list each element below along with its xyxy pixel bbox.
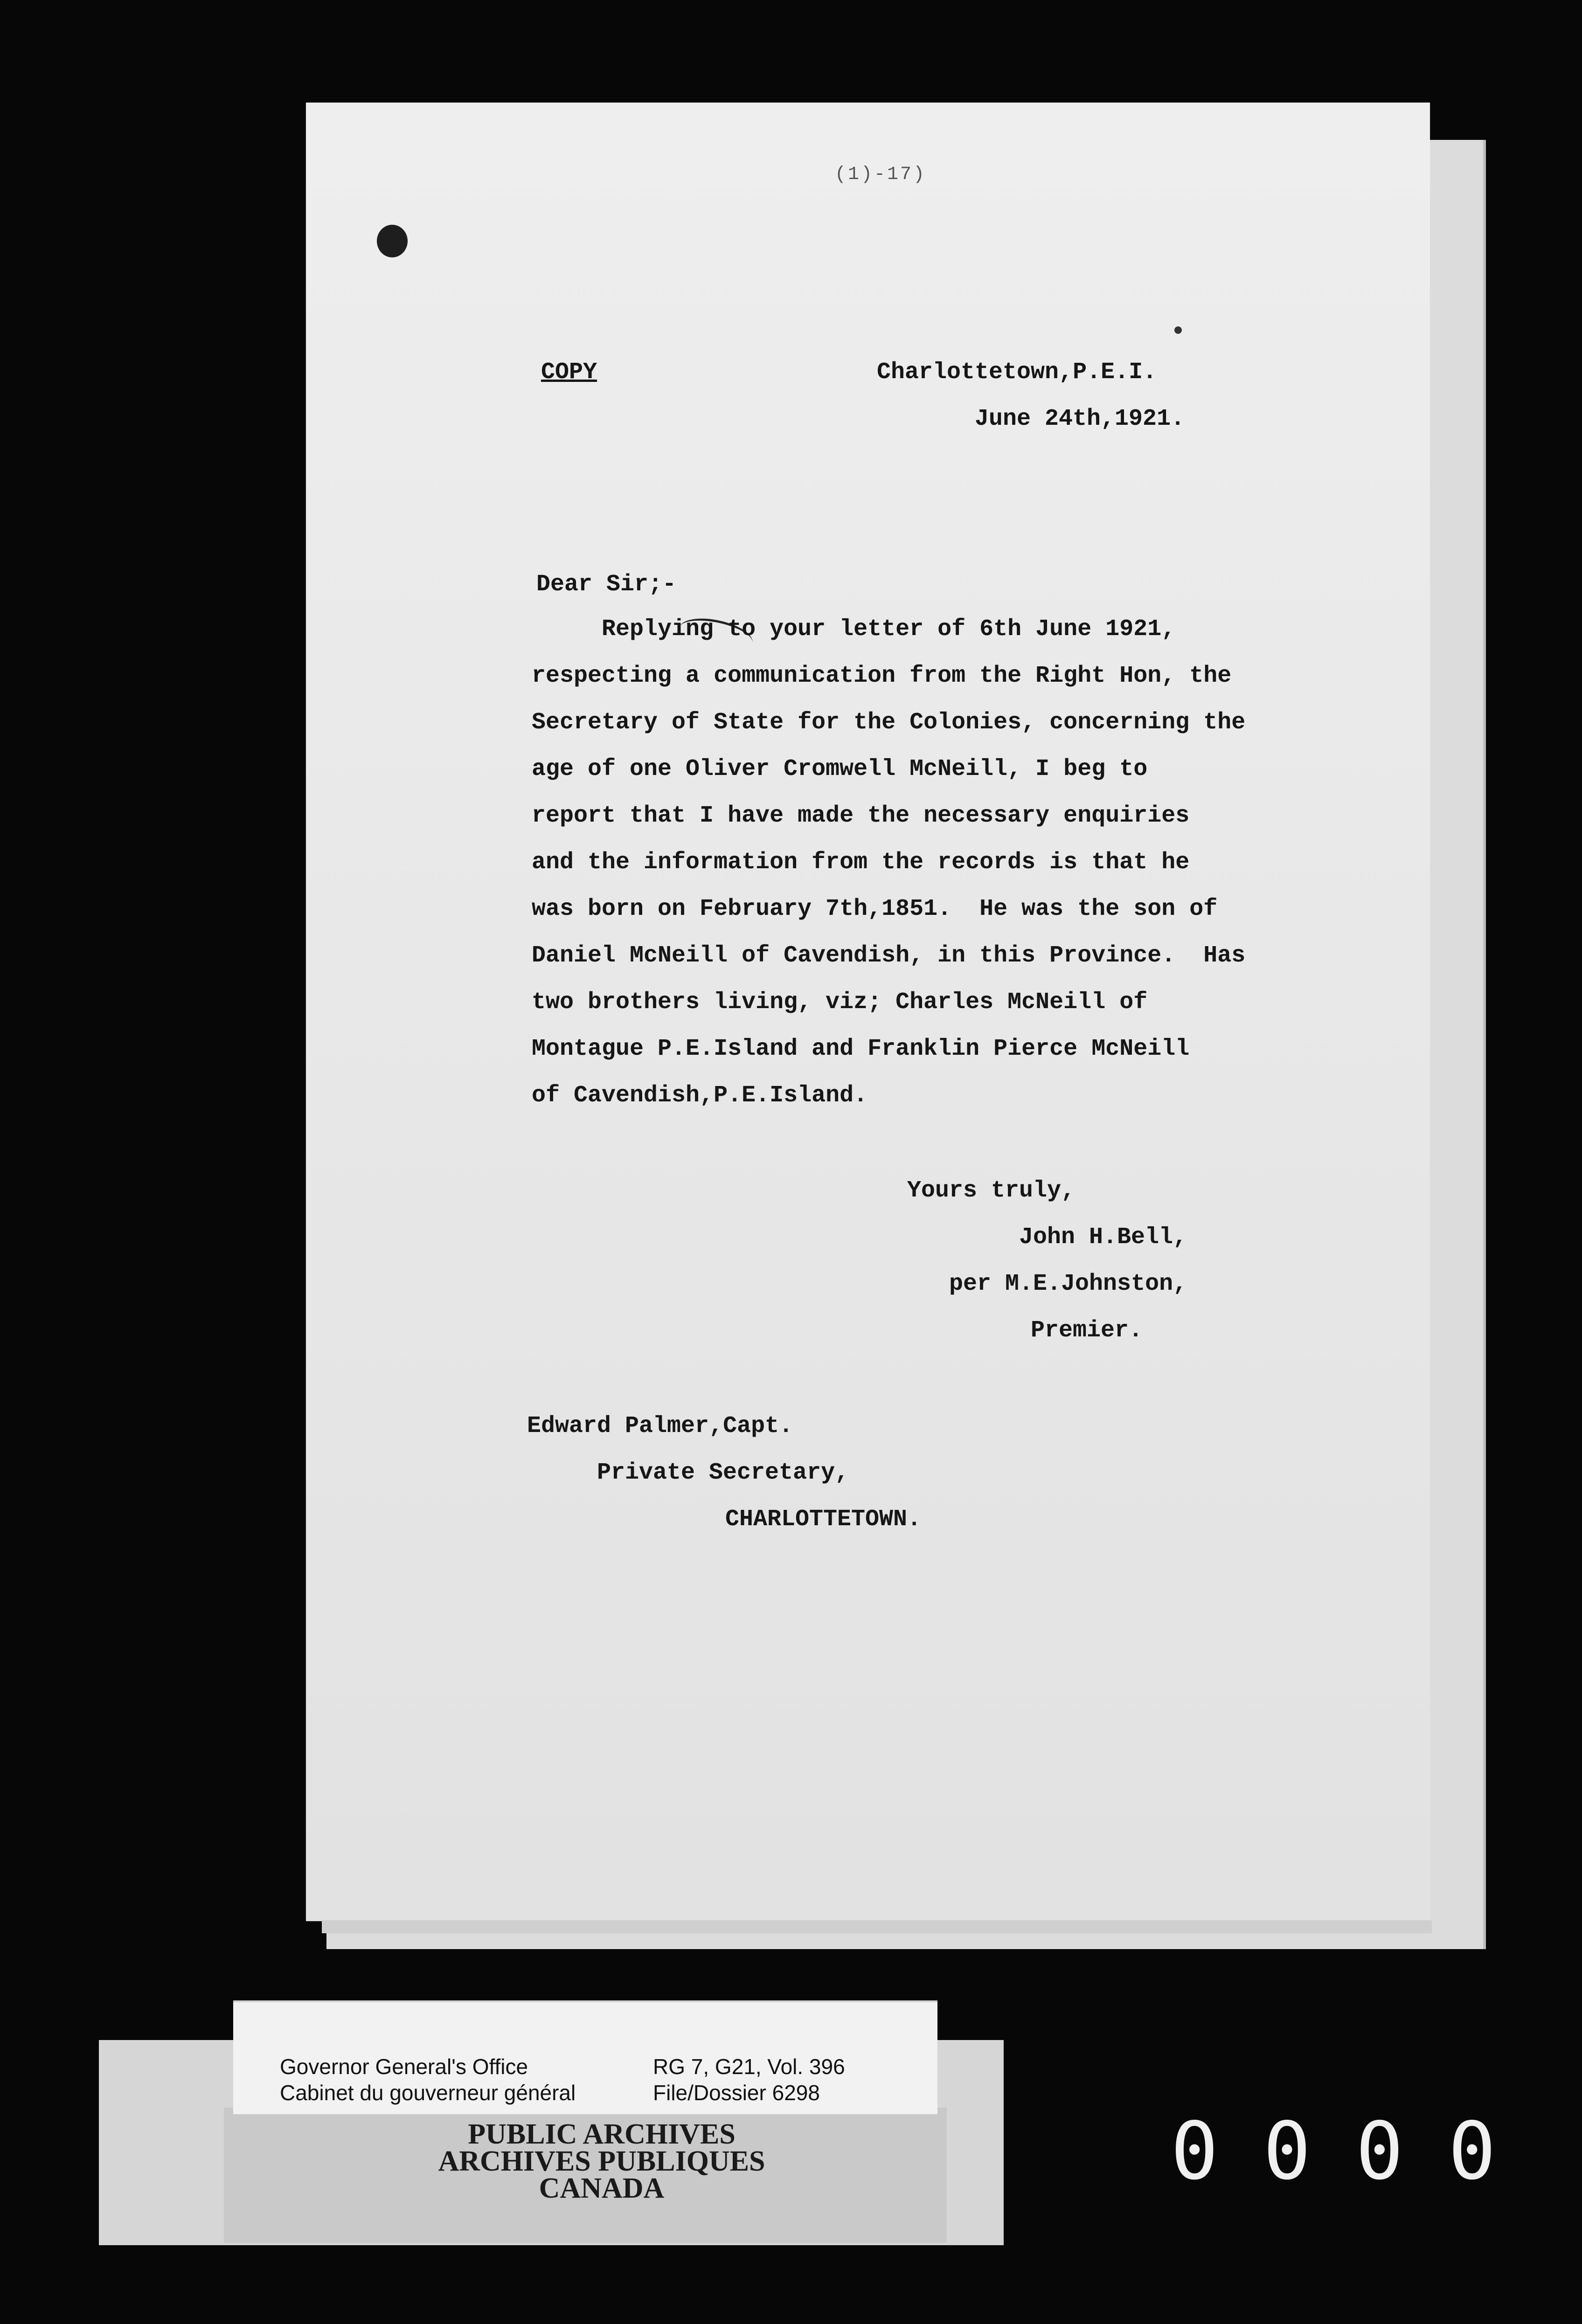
body-line: Montague P.E.Island and Franklin Pierce McNeill: [532, 1036, 1190, 1062]
copy-label: COPY: [541, 359, 597, 386]
office-english: Governor General's Office: [280, 2054, 528, 2079]
body-line: was born on February 7th,1851. He was the son of: [532, 896, 1218, 922]
body-line: report that I have made the necessary enquiries: [532, 802, 1190, 829]
salutation: Dear Sir;-: [536, 571, 677, 598]
letter-date: June 24th,1921.: [975, 406, 1185, 432]
frame-counter: [1171, 2105, 1496, 2198]
closing-per: per M.E.Johnston,: [949, 1271, 1187, 1297]
addressee-city: CHARLOTTETOWN.: [725, 1506, 922, 1533]
body-line: Replying to your letter of 6th June 1921,: [532, 616, 1176, 643]
letter-body: [532, 616, 1325, 1128]
closing-title: Premier.: [1031, 1317, 1143, 1344]
file-mark: (1)-17): [835, 164, 927, 185]
frame-digit: 0: [1263, 2105, 1311, 2198]
file-number: File/Dossier 6298: [653, 2081, 820, 2105]
closing-signer: John H.Bell,: [1019, 1224, 1187, 1251]
letter-place: Charlottetown,P.E.I.: [877, 359, 1157, 386]
body-line: Daniel McNeill of Cavendish, in this Province. Has: [532, 942, 1246, 969]
body-line: age of one Oliver Cromwell McNeill, I beg to: [532, 756, 1148, 782]
stamp-line: PUBLIC ARCHIVES: [468, 2118, 735, 2150]
body-line: of Cavendish,P.E.Island.: [532, 1082, 868, 1109]
body-line: respecting a communication from the Right Hon, the: [532, 663, 1232, 689]
body-line: two brothers living, viz; Charles McNeill of: [532, 989, 1148, 1016]
frame-digit: 0: [1171, 2105, 1219, 2198]
archive-reference-card: [233, 2000, 937, 2114]
office-names: [280, 2054, 576, 2106]
archives-stamp: [401, 2118, 802, 2204]
body-line: and the information from the records is that he: [532, 849, 1190, 876]
stamp-line: ARCHIVES PUBLIQUES: [438, 2145, 765, 2177]
office-french: Cabinet du gouverneur général: [280, 2081, 576, 2105]
addressee-role: Private Secretary,: [597, 1459, 849, 1486]
record-group: RG 7, G21, Vol. 396: [653, 2054, 845, 2079]
body-line: Secretary of State for the Colonies, concerning the: [532, 709, 1246, 736]
addressee-name: Edward Palmer,Capt.: [527, 1413, 793, 1439]
frame-digit: 0: [1448, 2105, 1496, 2198]
reference-numbers: [653, 2054, 845, 2106]
frame-digit: 0: [1355, 2105, 1404, 2198]
stamp-line: CANADA: [539, 2172, 665, 2204]
closing-yours-truly: Yours truly,: [907, 1177, 1075, 1204]
